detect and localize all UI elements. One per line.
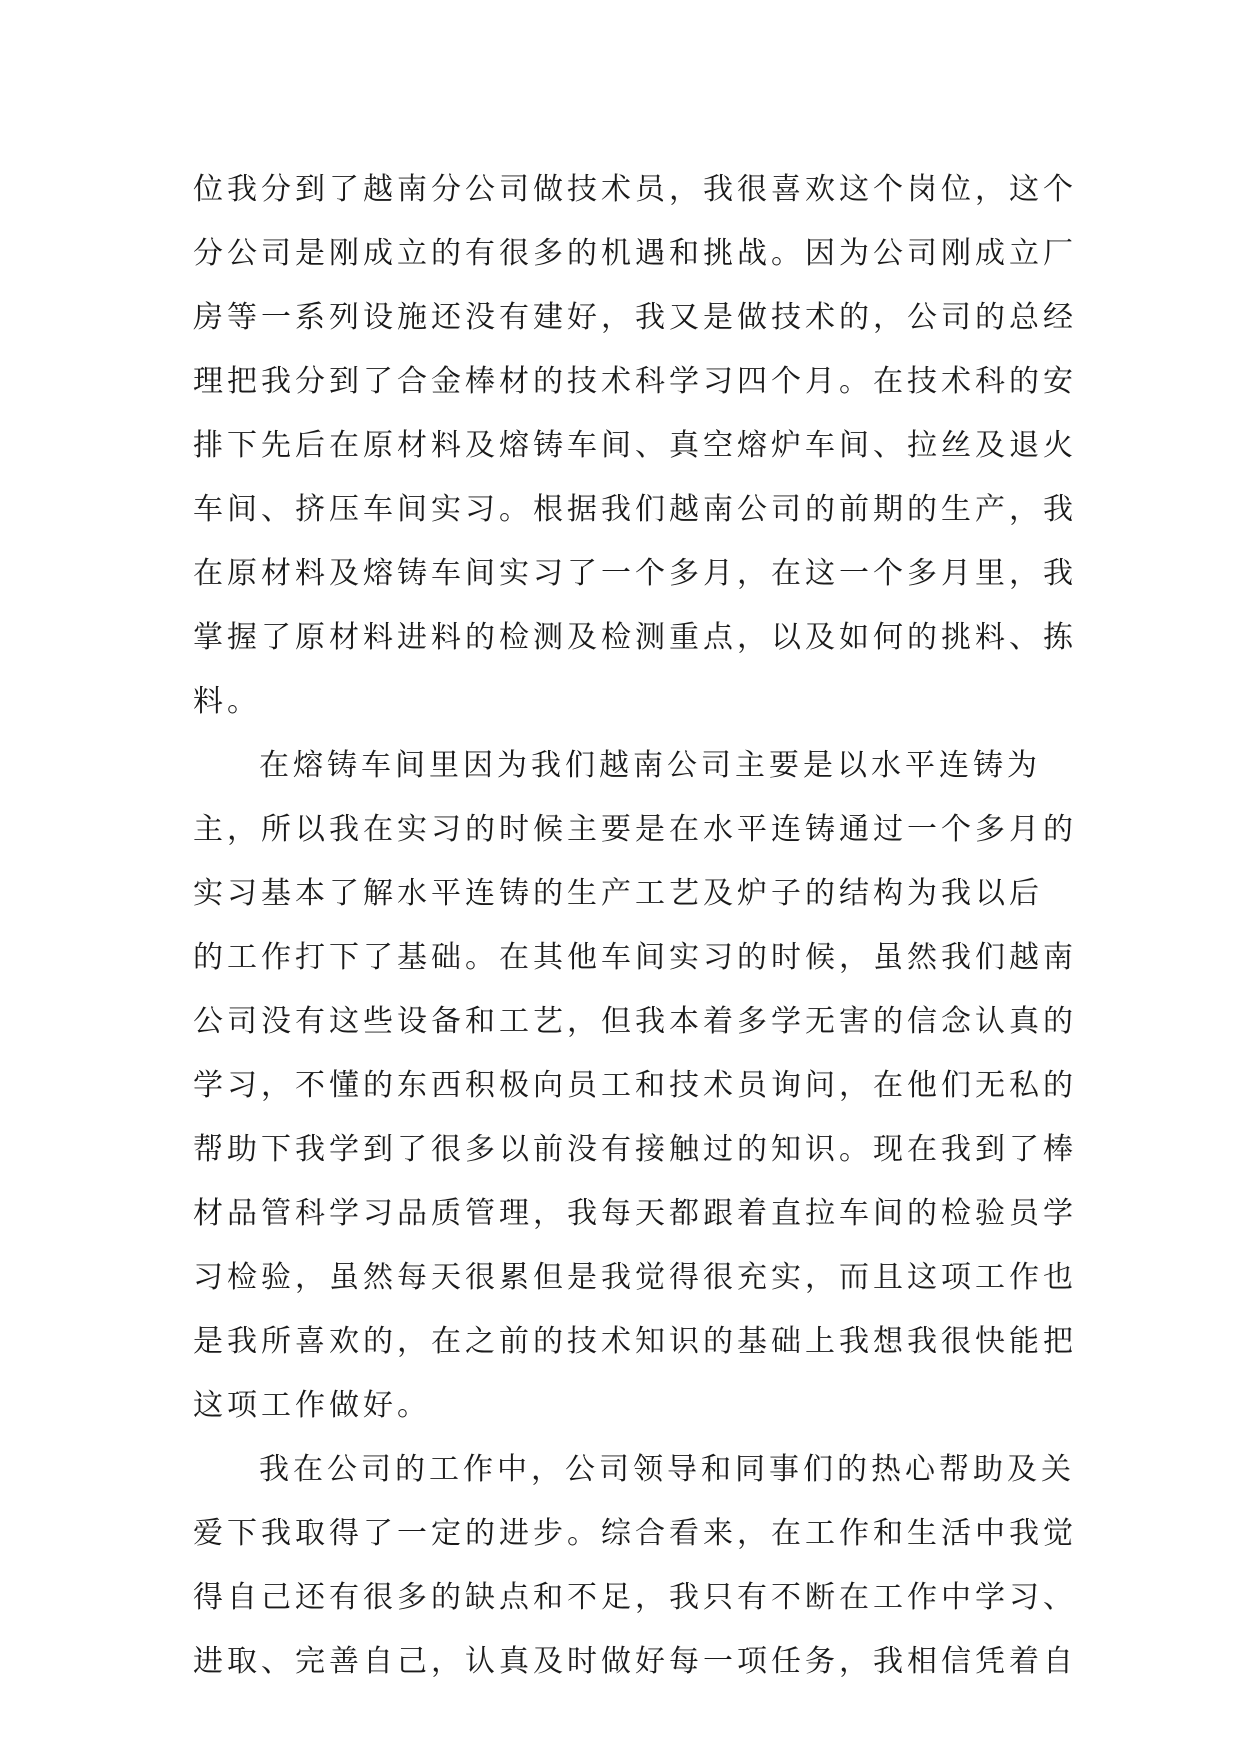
body-text [193,158,1077,1694]
text-line: 房等一系列设施还没有建好，我又是做技术的，公司的总经 [193,300,1077,335]
text-line: 公司没有这些设备和工艺，但我本着多学无害的信念认真的 [193,1004,1077,1039]
text-line: 主，所以我在实习的时候主要是在水平连铸通过一个多月的 [193,812,1077,847]
text-line: 习检验，虽然每天很累但是我觉得很充实，而且这项工作也 [193,1260,1077,1295]
text-line: 帮助下我学到了很多以前没有接触过的知识。现在我到了棒 [193,1132,1077,1167]
text-line: 理把我分到了合金棒材的技术科学习四个月。在技术科的安 [193,364,1077,399]
text-line: 得自己还有很多的缺点和不足，我只有不断在工作中学习、 [193,1580,1077,1615]
text-line: 学习，不懂的东西积极向员工和技术员询问，在他们无私的 [193,1068,1077,1103]
text-line: 的工作打下了基础。在其他车间实习的时候，虽然我们越南 [193,940,1077,975]
text-line: 排下先后在原材料及熔铸车间、真空熔炉车间、拉丝及退火 [193,428,1077,463]
text-line: 进取、完善自己，认真及时做好每一项任务，我相信凭着自 [193,1644,1077,1679]
text-line: 在原材料及熔铸车间实习了一个多月，在这一个多月里，我 [193,556,1077,591]
text-line: 是我所喜欢的，在之前的技术知识的基础上我想我很快能把 [193,1324,1077,1359]
text-line: 爱下我取得了一定的进步。综合看来，在工作和生活中我觉 [193,1516,1077,1551]
text-line: 我在公司的工作中，公司领导和同事们的热心帮助及关 [259,1452,1075,1487]
text-line: 这项工作做好。 [193,1388,431,1423]
text-line: 位我分到了越南分公司做技术员，我很喜欢这个岗位，这个 [193,172,1077,207]
text-line: 材品管科学习品质管理，我每天都跟着直拉车间的检验员学 [193,1196,1077,1231]
text-line: 掌握了原材料进料的检测及检测重点，以及如何的挑料、拣 [193,620,1077,655]
text-line: 实习基本了解水平连铸的生产工艺及炉子的结构为我以后 [193,876,1043,911]
text-line: 分公司是刚成立的有很多的机遇和挑战。因为公司刚成立厂 [193,236,1077,271]
text-line: 料。 [193,684,261,719]
text-line: 车间、挤压车间实习。根据我们越南公司的前期的生产，我 [193,492,1077,527]
text-line: 在熔铸车间里因为我们越南公司主要是以水平连铸为 [259,748,1041,783]
